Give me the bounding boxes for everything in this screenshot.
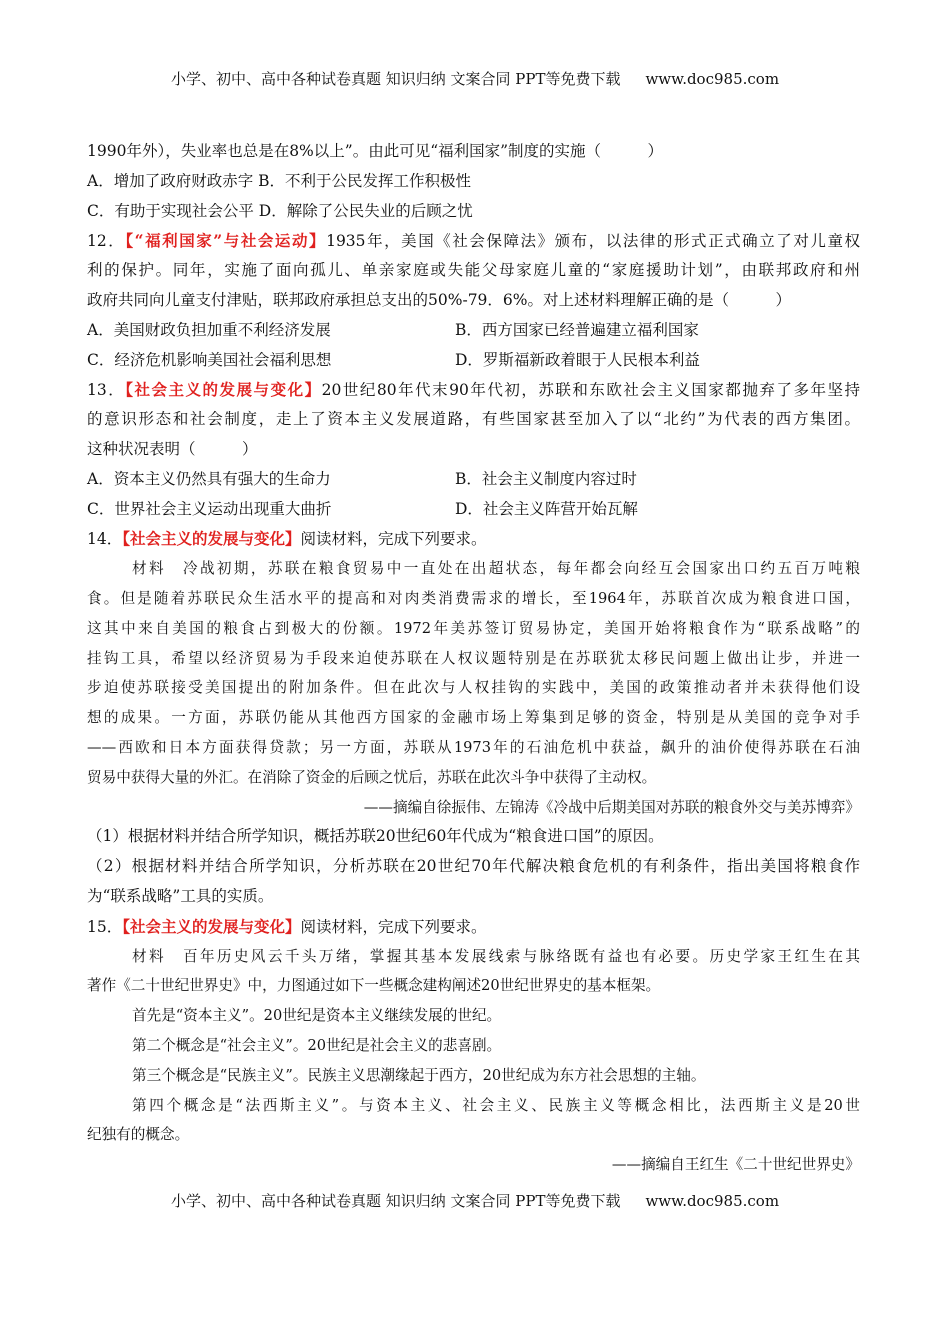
stem-text: 阅读材料，完成下列要求。: [300, 917, 487, 936]
q14-material-line: 这其中来自美国的粮食占到极大的份额。1972年美苏签订贸易协定，美国开始将粮食作为“联系战略”的: [87, 619, 860, 637]
q12-stem-line: 利的保护。同年，实施了面向孤儿、单亲家庭或失能父母家庭儿童的“家庭援助计划”，由联邦政府和州: [87, 261, 860, 280]
topic-tag: 【社会主义的发展与变化】: [122, 529, 301, 549]
q11-options-cd: C．有助于实现社会公平 D．解除了公民失业的后顾之忧: [87, 201, 473, 220]
question-number: 12．: [87, 232, 126, 251]
q13-options-row: [87, 465, 860, 495]
option-a: A．资本主义仍然具有强大的生命力: [87, 469, 331, 488]
q13-stem-line: 的意识形态和社会制度，走上了资本主义发展道路，有些国家甚至加入了以“北约”为代表的西方集团。: [87, 410, 860, 429]
option-b: B．西方国家已经普遍建立福利国家: [455, 320, 699, 339]
q12-options-row: [87, 316, 860, 346]
footer-url[interactable]: www.doc985.com: [645, 1192, 780, 1210]
option-b: B．社会主义制度内容过时: [455, 469, 637, 488]
stem-text: 阅读材料，完成下列要求。: [300, 530, 487, 549]
q14-material-line: ——西欧和日本方面获得贷款；另一方面，苏联从1973年的石油危机中获益，飙升的油价使得苏联在石油: [87, 738, 860, 756]
stem-text: 20世纪80年代末90年代初，苏联和东欧社会主义国家都抛弃了多年坚持: [321, 381, 860, 400]
q15-source: ——摘编自王红生《二十世纪世界史》: [611, 1156, 860, 1174]
q13-options-row: [87, 495, 860, 525]
topic-tag: 【社会主义的发展与变化】: [122, 916, 301, 936]
page-header: [0, 68, 950, 89]
q14-stem: [87, 524, 860, 554]
q14-material-line: 食。但是随着苏联民众生活水平的提高和对肉类消费需求的增长，至1964年，苏联首次成为粮食进口国，: [87, 589, 860, 607]
q14-material-line: 想的成果。一方面，苏联仍能从其他西方国家的金融市场上筹集到足够的资金，特别是从美国的竞争对手: [87, 709, 860, 727]
option-a: A．美国财政负担加重不利经济发展: [87, 320, 331, 339]
footer-text: 小学、初中、高中各种试卷真题 知识归纳 文案合同 PPT等免费下载: [170, 1192, 621, 1210]
q14-subquestion-2: （2）根据材料并结合所学知识，分析苏联在20世纪70年代解决粮食危机的有利条件，指出美国将粮食作: [87, 857, 860, 876]
option-c: C．世界社会主义运动出现重大曲折: [87, 499, 332, 518]
q14-material-line: 材料 冷战初期，苏联在粮食贸易中一直处在出超状态，每年都会向经互会国家出口约五百万吨粮: [132, 560, 860, 578]
q12-stem-line: [87, 226, 860, 256]
q15-stem: [87, 912, 860, 942]
q14-source: ——摘编自徐振伟、左锦涛《冷战中后期美国对苏联的粮食外交与美苏博弈》: [363, 798, 860, 816]
header-text: 小学、初中、高中各种试卷真题 知识归纳 文案合同 PPT等免费下载: [170, 70, 621, 88]
q15-material-line: 第四个概念是“法西斯主义”。与资本主义、社会主义、民族主义等概念相比，法西斯主义是20世: [132, 1096, 860, 1114]
q14-material-line: 步迫使苏联接受美国提出的附加条件。但在此次与人权挂钩的实践中，美国的政策推动者并未获得他们设: [87, 679, 860, 697]
q14-subquestion-2-cont: 为“联系战略”工具的实质。: [87, 886, 274, 905]
option-d: D．社会主义阵营开始瓦解: [455, 499, 638, 518]
q14-subquestion-1: （1）根据材料并结合所学知识，概括苏联20世纪60年代成为“粮食进口国”的原因。: [87, 827, 664, 846]
q14-material-line: 贸易中获得大量的外汇。在消除了资金的后顾之忧后，苏联在此次斗争中获得了主动权。: [87, 768, 657, 786]
q14-material-line: 挂钩工具，希望以经济贸易为手段来迫使苏联在人权议题特别是在苏联犹太移民问题上做出让步，并进一: [87, 649, 860, 667]
option-c: C．经济危机影响美国社会福利思想: [87, 350, 332, 369]
q13-stem-line: [87, 375, 860, 405]
option-d: D．罗斯福新政着眼于人民根本利益: [455, 350, 700, 369]
page-footer: [0, 1190, 950, 1211]
q15-material-line: 材料 百年历史风云千头万绪，掌握其基本发展线索与脉络既有益也有必要。历史学家王红生在其: [132, 947, 860, 965]
q15-material-line: 首先是“资本主义”。20世纪是资本主义继续发展的世纪。: [132, 1007, 502, 1025]
q15-material-line: 著作《二十世纪世界史》中，力图通过如下一些概念建构阐述20世纪世界史的基本框架。: [87, 977, 661, 995]
stem-text: 1935年，美国《社会保障法》颁布，以法律的形式正式确立了对儿童权: [326, 232, 860, 251]
header-url[interactable]: www.doc985.com: [645, 70, 780, 88]
question-number: 15．: [87, 917, 123, 936]
q15-material-line: 第二个概念是“社会主义”。20世纪是社会主义的悲喜剧。: [132, 1036, 502, 1054]
q12-options-row: [87, 346, 860, 376]
document-body: [87, 137, 860, 1180]
q15-material-line: 第三个概念是“民族主义”。民族主义思潮缘起于西方，20世纪成为东方社会思想的主轴。: [132, 1066, 706, 1084]
q11-stem-tail: 1990年外），失业率也总是在8%以上”。由此可见“福利国家”制度的实施（ ）: [87, 142, 664, 160]
q15-material-line: 纪独有的概念。: [87, 1126, 190, 1144]
topic-tag: 【“福利国家”与社会运动】: [125, 231, 327, 251]
question-number: 13．: [87, 381, 126, 400]
topic-tag: 【社会主义的发展与变化】: [125, 380, 322, 400]
q13-stem-line: 这种状况表明（ ）: [87, 439, 258, 458]
q12-stem-line: 政府共同向儿童支付津贴，联邦政府承担总支出的50%-79．6%。对上述材料理解正确的是（ ）: [87, 290, 792, 309]
q11-options-ab: A．增加了政府财政赤字 B．不利于公民发挥工作积极性: [87, 171, 472, 190]
question-number: 14．: [87, 530, 123, 549]
